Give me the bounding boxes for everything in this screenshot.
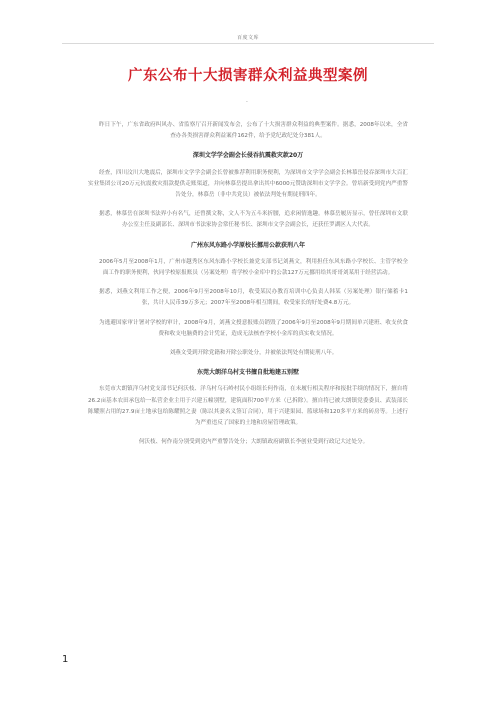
intro-paragraph: 昨日下午，广东省政府纠风办、省监察厅召开新闻发布会，公布了十大损害群众利益的典型案件。据悉，2008年以来，全省查办各类损害群众利益案件162件，给予党纪政纪处分381人。 [99, 122, 408, 140]
article-body [88, 120, 408, 456]
header-divider [62, 43, 434, 44]
case-2-paragraph: 2006年5月至2008年1月，广州市越秀区东风东路小学校长兼党支部书记刘燕文，利用担任东风东路小学校长、主管学校全面工作的职务便利，伙同学校原报账员（另案处理）将学校小金库中的公款127万元挪用给其哥哥刘某用于经营活动。 [99, 258, 408, 277]
page-number: 1 [62, 654, 69, 665]
header-brand: 百度文库 [236, 35, 259, 41]
case-3-heading: 东莞大朗洋乌村支书擅自批地建五别墅 [196, 369, 299, 377]
case-2-paragraph: 为逃避国家审计署对学校的审计，2008年9月，刘燕文授意报账员销毁了2006年9月至2008年9月期间单兴建班、收支伙食费和收支电脑费的会计凭证，造成无法核查学校小金库的真实收支情况。 [99, 319, 408, 337]
case-2-heading: 广州东风东路小学原校长挪用公款获刑八年 [190, 241, 305, 249]
page-title: 广东公布十大损害群众利益典型案例 [128, 68, 368, 84]
title-dot: · [246, 99, 248, 106]
case-1-paragraph: 经查，四川汶川大地震后，深圳市文学学会副会长曾被推荐利用职务便利，为深圳市文学学会副会长林慕岳侵吞深圳市大百汇实业集团公司20万元抗震救灾捐款提供走账渠道，并向林慕岳提出拿出其中6000元赞助深圳市文学学会。曾培新受到党内严重警告处分，林慕岳（非中共党员）被依法判处有期徒刑四年。 [88, 169, 408, 199]
case-1-heading: 深圳文学学会副会长侵吞抗震救灾款20万 [192, 152, 304, 160]
case-3-paragraph: 何沃枝、何作南分别受到党内严重警告处分；大朗镇政府副镇长李创业受到行政记大过处分。 [138, 439, 369, 446]
case-2-paragraph: 刘燕文受到开除党籍和开除公职处分，并被依法判处有期徒刑八年。 [169, 350, 338, 357]
case-3-paragraph: 东莞市大朗镇洋乌村党支部书记何沃枝、洋乌村乌石岭村民小组组长何作南，在未履行相关程序和报批手续的情况下，擅自将26.2亩基本农田承包给一私营企业主用于兴建五幢别墅，建筑面积700平方米（已拆除）。擅自将已被大朗镇党委委员、武装部长陈耀照占用的27.9亩土地承包给陈耀照之妻（陈以其妻名义签订合同），用于兴建果园、篮球场和120多平方米的砖房等。上述行为严重违反了国家的土地和房屋管理政策。 [88, 386, 408, 427]
case-2-paragraph: 据悉，刘燕文利用工作之便，2006年9月至2008年10月，收受某民办教育培训中心负责人韩某（另案处理）银行储蓄卡1张，共计人民币39万多元；2007年至2008年相互期间，收受家长的好处费4.8万元。 [99, 289, 408, 307]
case-1-paragraph: 据悉，林慕岳在深圳书法界小有名气，还曾撰文称，文人不为五斗米折腰，追求闲情逸趣。林慕岳履历显示，曾任深圳市文联办公室主任及副部长、深圳市书法家协会常任秘书长、深圳市文学会副会长，还获任罗湖区人大代表。 [99, 211, 408, 229]
